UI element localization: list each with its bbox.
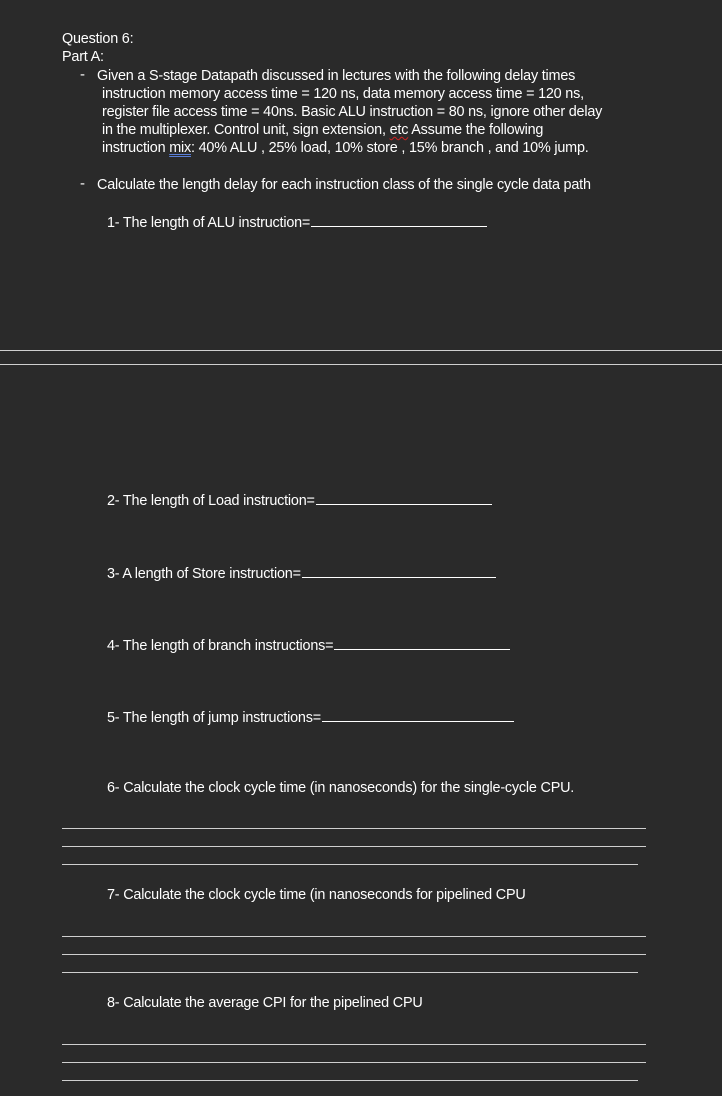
bullet1-line5: instruction mix: 40% ALU , 25% load, 10% store , 15% branch , and 10% jump. [102, 140, 589, 156]
answer-blank[interactable] [302, 563, 496, 578]
bullet1-line3: register file access time = 40ns. Basic ALU instruction = 80 ns, ignore other delay [102, 104, 603, 120]
answer-line[interactable] [62, 1062, 646, 1063]
answer-line[interactable] [62, 828, 646, 829]
grammar-mark-mix: mix [169, 140, 191, 156]
answer-line[interactable] [62, 954, 646, 955]
q8-label: 8- Calculate the average CPI for the pipelined CPU [107, 995, 423, 1011]
question-title: Question 6: [62, 31, 134, 47]
answer-blank[interactable] [311, 212, 487, 227]
bullet2-text: Calculate the length delay for each instruction class of the single cycle data path [97, 177, 591, 193]
bullet-dash: - [80, 175, 85, 192]
part-title: Part A: [62, 49, 104, 65]
bullet1-line4: in the multiplexer. Control unit, sign extension, etc Assume the following [102, 122, 544, 138]
answer-line[interactable] [62, 864, 638, 865]
q2-label: 2- The length of Load instruction= [107, 490, 492, 510]
q3-label: 3- A length of Store instruction= [107, 563, 496, 583]
spelling-error-etc: etc [389, 122, 409, 138]
answer-line[interactable] [62, 846, 646, 847]
q4-label: 4- The length of branch instructions= [107, 635, 510, 655]
bullet-dash: - [80, 66, 85, 83]
bullet1-line1: Given a S-stage Datapath discussed in lectures with the following delay times [97, 68, 576, 84]
answer-blank[interactable] [316, 490, 492, 505]
q5-label: 5- The length of jump instructions= [107, 707, 514, 727]
q6-label: 6- Calculate the clock cycle time (in nanoseconds) for the single-cycle CPU. [107, 780, 575, 796]
answer-blank[interactable] [334, 635, 510, 650]
answer-line[interactable] [62, 1044, 646, 1045]
q1-label: 1- The length of ALU instruction= [107, 212, 487, 232]
separator-line [0, 364, 722, 365]
answer-line[interactable] [62, 936, 646, 937]
separator-line [0, 350, 722, 351]
bullet1-line2: instruction memory access time = 120 ns, data memory access time = 120 ns, [102, 86, 584, 102]
q7-label: 7- Calculate the clock cycle time (in nanoseconds for pipelined CPU [107, 887, 526, 903]
answer-line[interactable] [62, 1080, 638, 1081]
answer-line[interactable] [62, 972, 638, 973]
answer-blank[interactable] [322, 707, 514, 722]
